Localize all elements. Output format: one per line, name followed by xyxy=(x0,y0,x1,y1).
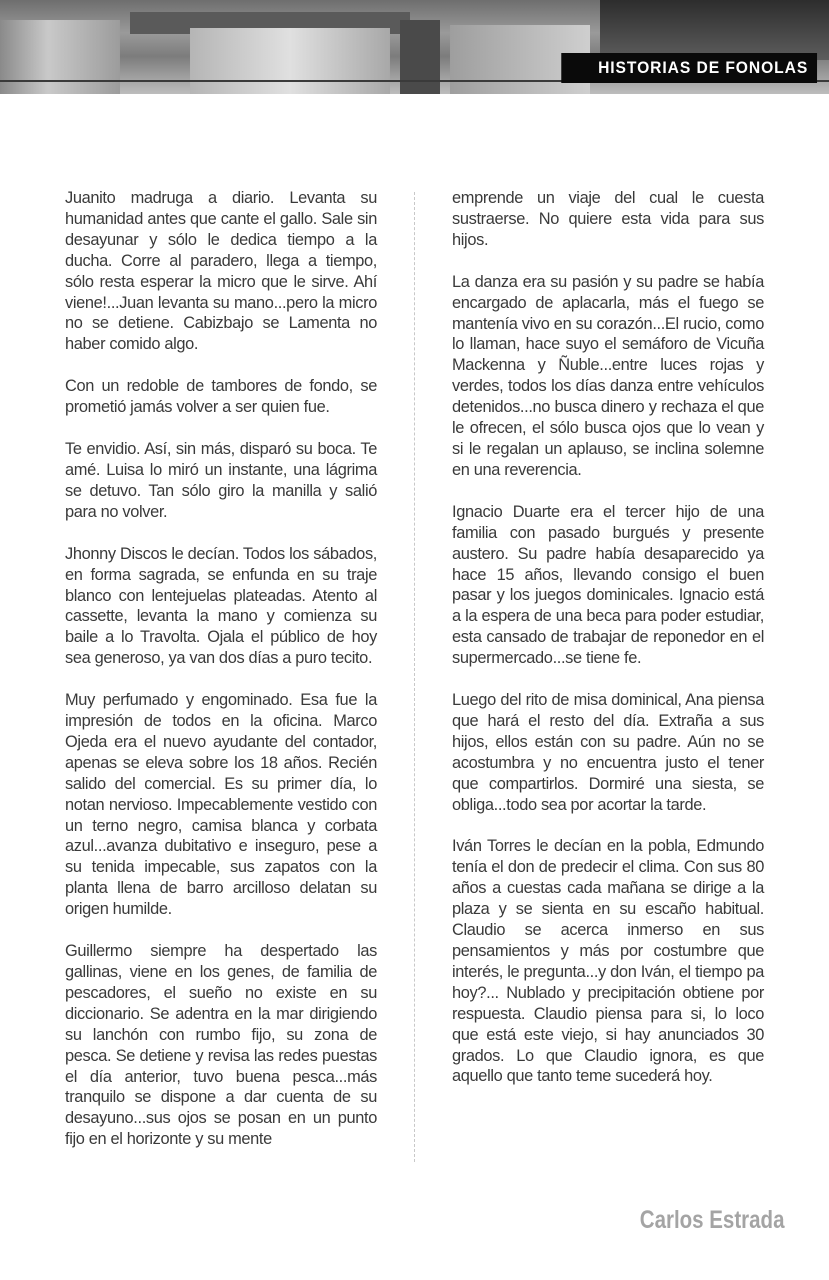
story-paragraph: Luego del rito de misa dominical, Ana piensa que hará el resto del día. Extraña a sus hijos, ellos están con su padre. Aún no se acostumbra y no encuentra justo el tener que compartirlos. Dormiré una siesta, se obliga...todo sea por acortar la tarde. xyxy=(452,691,764,814)
story-paragraph: emprende un viaje del cual le cuesta sustraerse. No quiere esta vida para sus hijos. xyxy=(452,189,764,249)
story-paragraph: Juanito madruga a diario. Levanta su humanidad antes que cante el gallo. Sale sin desayunar y sólo le dedica tiempo a la ducha. Corre al paradero, llega a tiempo, sólo resta esperar la micro que le sirve. Ahí viene!...Juan levanta su mano...pero la micro no se detiene. Cabizbajo se Lamenta no haber comido algo. xyxy=(65,189,377,354)
column-divider xyxy=(414,192,415,1162)
author-name: Carlos Estrada xyxy=(639,1206,784,1234)
story-paragraph: Guillermo siempre ha despertado las gallinas, viene en los genes, de familia de pescadores, el sueño no existe en su diccionario. Se adentra en la mar dirigiendo su lanchón con rumbo fijo, su zona de pesca. Se detiene y revisa las redes puestas el día anterior, tuvo buena pesca...más tranquilo se dispone a dar cuenta de su desayuno...sus ojos se posan en un punto fijo en el horizonte y su mente xyxy=(65,942,377,1149)
text-column-left xyxy=(65,188,377,1171)
shack-wall-left xyxy=(0,20,120,94)
shack-wall-center xyxy=(190,28,390,94)
story-paragraph: Ignacio Duarte era el tercer hijo de una familia con pasado burgués y presente austero. Su padre había desaparecido ya hace 15 años, llevando consigo el buen pasar y los juegos dominicales. Ignacio está a la espera de una beca para poder estudiar, esta cansado de trabajar de reponedor en el supermercado...se tiene fe. xyxy=(452,502,764,668)
header-photo-banner xyxy=(0,0,829,94)
story-paragraph: Muy perfumado y engominado. Esa fue la impresión de todos en la oficina. Marco Ojeda era el nuevo ayudante del contador, apenas se eleva sobre los 18 años. Recién salido del comercial. Es su primer día, lo notan nervioso. Impecablemente vestido con un terno negro, camisa blanca y corbata azul...avanza dubitativo e inseguro, pese a su tenida impecable, sus zapatos con la planta llena de barro arcilloso delatan su origen humilde. xyxy=(65,691,377,919)
dark-foliage xyxy=(600,0,829,60)
text-column-right xyxy=(452,188,764,1108)
story-paragraph: Con un redoble de tambores de fondo, se prometió jamás volver a ser quien fue. xyxy=(65,377,377,417)
story-paragraph: Jhonny Discos le decían. Todos los sábados, en forma sagrada, se enfunda en su traje blanco con lentejuelas plateadas. Atento al cassette, levanta la mano y comienza su baile a lo Travolta. Ojala el público de hoy sea generoso, ya van dos días a puro tecito. xyxy=(65,544,377,668)
shack-door xyxy=(400,20,440,94)
story-paragraph: Iván Torres le decían en la pobla, Edmundo tenía el don de predecir el clima. Con sus 80 años a cuestas cada mañana se dirige a la plaza y se sienta en su escaño habitual. Claudio se acerca inmerso en sus pensamientos y más por costumbre que interés, le pregunta...y don Iván, el tiempo pa hoy?... Nublado y precipitación obtiene por respuesta. Claudio piensa para si, lo loco que está este viejo, si hay anunciados 30 grados. Lo que Claudio ignora, es que aquello que tanto teme sucederá hoy. xyxy=(452,837,764,1086)
story-paragraph: Te envidio. Así, sin más, disparó su boca. Te amé. Luisa lo miró un instante, una lágrima se detuvo. Tan sólo giro la manilla y salió para no volver. xyxy=(65,440,377,521)
story-paragraph: La danza era su pasión y su padre se había encargado de aplacarla, más el fuego se mantenía vivo en su corazón...El rucio, como lo llaman, hace suyo el semáforo de Vicuña Mackenna y Ñuble...entre luces rojas y verdes, todos los días danza entre vehículos detenidos...no busca dinero y rechaza el que le ofrecen, el sólo busca ojos que lo vean y si le regalan un aplauso, se inclina solemne en una reverencia. xyxy=(452,272,764,479)
section-title-label: HISTORIAS DE FONOLAS xyxy=(561,53,817,83)
